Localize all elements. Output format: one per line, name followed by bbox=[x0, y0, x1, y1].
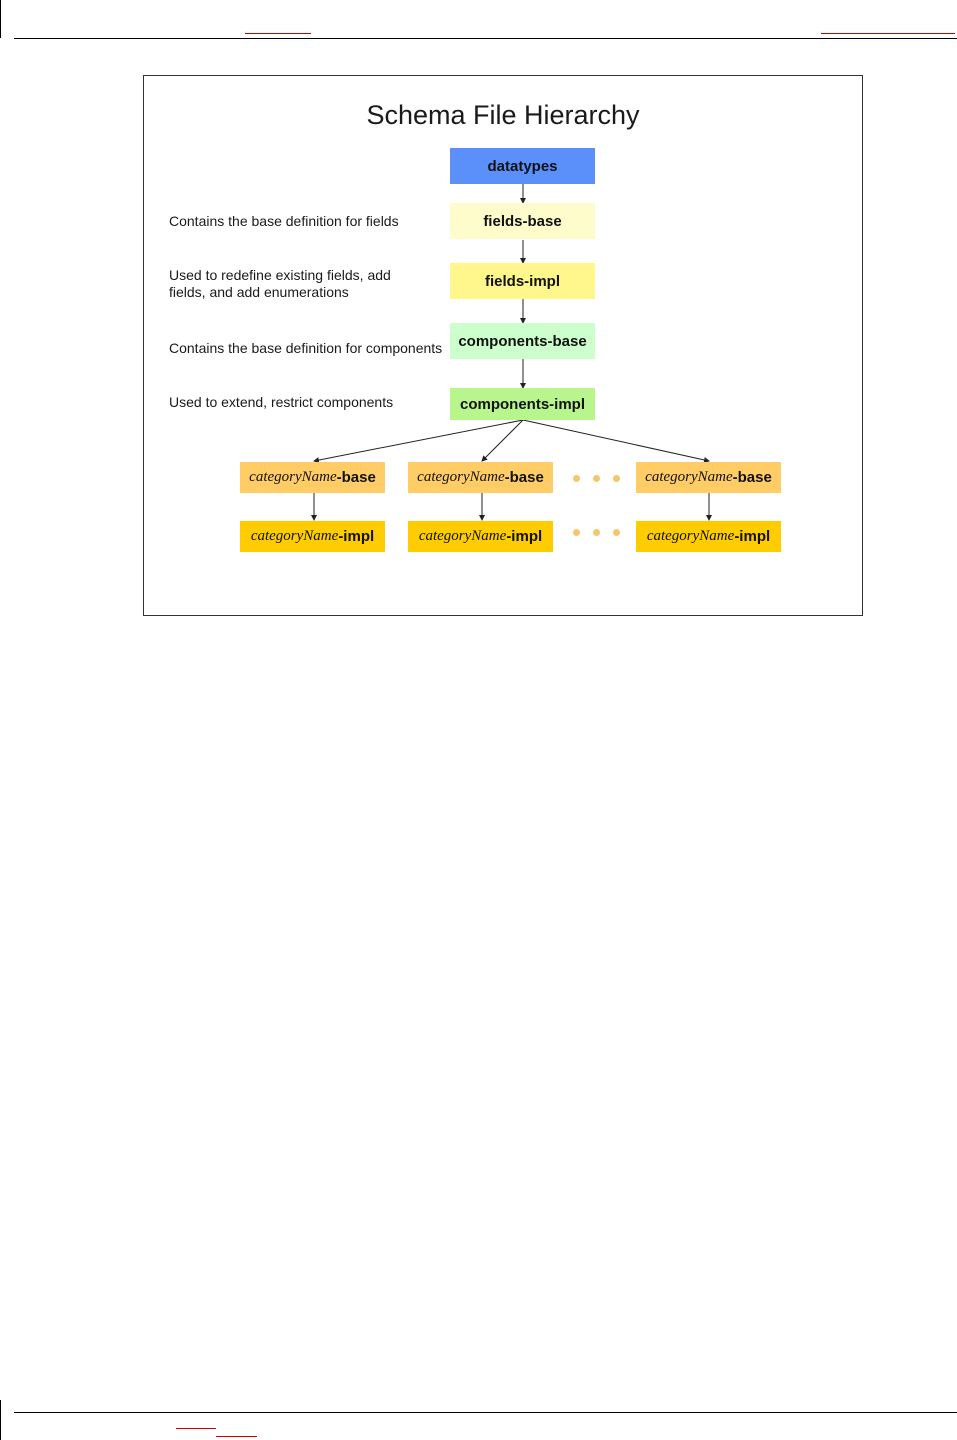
base-suffix-text: -base bbox=[504, 469, 544, 486]
ellipsis-dot bbox=[573, 475, 580, 482]
arrow-components-impl-category-1 bbox=[314, 420, 523, 461]
node-components-base-label: components-base bbox=[458, 332, 587, 350]
impl-suffix-text: -impl bbox=[734, 528, 771, 545]
description-fields-impl-line-2: fields, and add enumerations bbox=[169, 284, 349, 300]
header-rule bbox=[14, 38, 957, 39]
category-name-text: categoryName bbox=[250, 528, 339, 544]
node-category-impl-3 bbox=[636, 521, 781, 552]
ellipsis-dot bbox=[613, 529, 620, 536]
node-datatypes bbox=[450, 148, 595, 184]
arrow-components-impl-category-3 bbox=[523, 420, 709, 461]
node-datatypes-label: datatypes bbox=[487, 157, 558, 175]
node-category-impl-2 bbox=[408, 521, 553, 552]
category-name-text: categoryName bbox=[417, 469, 505, 485]
footer-rule bbox=[14, 1412, 957, 1413]
ellipsis-dot bbox=[593, 529, 600, 536]
node-category-base-1 bbox=[240, 462, 385, 493]
category-name-text: categoryName bbox=[645, 469, 733, 485]
description-fields-impl-line-1: Used to redefine existing fields, add bbox=[169, 267, 391, 283]
schema-hierarchy-figure bbox=[143, 75, 863, 616]
base-suffix-text: -base bbox=[732, 469, 772, 486]
header-left-bar bbox=[0, 0, 1, 38]
ellipsis-dot bbox=[593, 475, 600, 482]
base-suffix-text: -base bbox=[336, 469, 376, 486]
node-category-base-2 bbox=[408, 462, 553, 493]
category-name-text: categoryName bbox=[418, 528, 507, 544]
node-category-impl-1 bbox=[240, 521, 385, 552]
arrow-components-impl-category-2 bbox=[482, 420, 523, 461]
description-fields-base: Contains the base definition for fields bbox=[169, 213, 399, 229]
ellipsis-impl-row bbox=[573, 529, 620, 536]
node-fields-base-label: fields-base bbox=[483, 212, 562, 230]
footer-link-underline-2[interactable] bbox=[216, 1436, 257, 1437]
category-name-text: categoryName bbox=[646, 528, 735, 544]
header-link-underline-2[interactable] bbox=[821, 33, 955, 34]
node-components-impl-label: components-impl bbox=[459, 395, 585, 413]
header-link-underline-1[interactable] bbox=[245, 33, 311, 34]
node-fields-impl bbox=[450, 263, 595, 299]
ellipsis-dot bbox=[613, 475, 620, 482]
footer-left-bar bbox=[0, 1400, 1, 1440]
node-components-base bbox=[450, 323, 595, 359]
node-fields-base bbox=[450, 203, 595, 239]
description-components-base: Contains the base definition for components bbox=[169, 340, 443, 356]
description-components-impl: Used to extend, restrict components bbox=[169, 394, 394, 410]
ellipsis-base-row bbox=[573, 475, 620, 482]
impl-suffix-text: -impl bbox=[506, 528, 543, 545]
category-name-text: categoryName bbox=[249, 469, 337, 485]
node-components-impl bbox=[450, 388, 595, 420]
node-fields-impl-label: fields-impl bbox=[484, 272, 560, 290]
diagram-title: Schema File Hierarchy bbox=[366, 100, 640, 130]
node-category-base-3 bbox=[636, 462, 781, 493]
footer-link-underline-1[interactable] bbox=[176, 1428, 216, 1429]
ellipsis-dot bbox=[573, 529, 580, 536]
description-fields-impl bbox=[169, 267, 391, 301]
impl-suffix-text: -impl bbox=[338, 528, 375, 545]
